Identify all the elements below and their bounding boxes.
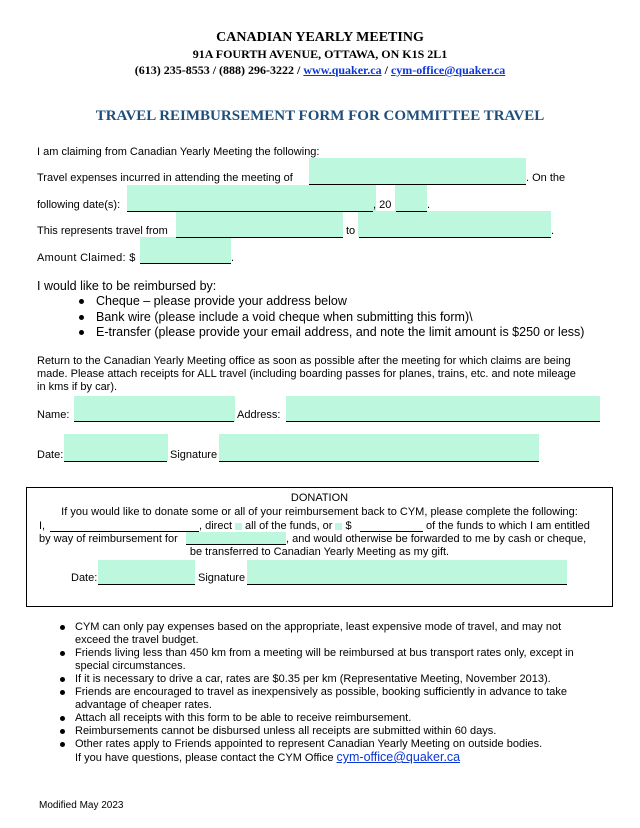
org-address: 91A FOURTH AVENUE, OTTAWA, ON K1S 2L1 — [192, 47, 448, 61]
policy-item: Friends living less than 450 km from a meeting will be reimbursed at bus transport rates only, except in special circumstances. — [75, 647, 574, 673]
donation-intro: If you would like to donate some or all of your reimbursement back to CYM, please complete the following: — [61, 506, 578, 518]
bullet-icon — [60, 742, 65, 747]
website-link[interactable]: www.quaker.ca — [303, 63, 382, 77]
date-underline — [64, 461, 167, 462]
dates-underline — [127, 211, 373, 212]
signature-label: Signature — [170, 449, 218, 461]
policy-list — [75, 621, 574, 765]
policy-item: Friends are encouraged to travel as inexpensively as possible, booking sufficiently in advance to take advantage of cheaper rates. — [75, 686, 574, 712]
otherwise-label: , and would otherwise be forwarded to me by cash or cheque, — [286, 533, 587, 545]
signature-underline — [219, 461, 539, 462]
meeting-name-field[interactable] — [309, 158, 526, 185]
donation-i-label: I, — [39, 520, 46, 532]
org-name: CANADIAN YEARLY MEETING — [216, 30, 424, 45]
date-field[interactable] — [64, 434, 168, 461]
address-label: Address: — [237, 409, 281, 421]
policy-item: If it is necessary to drive a car, rates are $0.35 per km (Representative Meeting, November 2013). — [75, 673, 574, 686]
bullet-icon — [79, 299, 84, 304]
meeting-name-underline — [309, 184, 526, 185]
travel-dates-field[interactable] — [127, 185, 376, 211]
bullet-icon — [60, 677, 65, 682]
donation-direct: , direct all of the funds, or $ — [199, 520, 352, 532]
signature-field[interactable] — [219, 434, 539, 461]
on-the-label: . On the — [526, 172, 566, 184]
year-prefix: , 20 — [373, 199, 392, 211]
name-underline — [74, 421, 234, 422]
amount-label: Amount Claimed: $ — [37, 252, 136, 264]
travel-to-label: to — [346, 225, 356, 237]
travel-from-field[interactable] — [176, 211, 343, 237]
expenses-label: Travel expenses incurred in attending the meeting of — [37, 172, 293, 184]
donation-amount-underline[interactable] — [360, 531, 423, 532]
donation-date-underline — [98, 584, 195, 585]
policy-item: Reimbursements cannot be disbursed unless all receipts are submitted within 60 days. — [75, 725, 574, 738]
bullet-icon — [60, 716, 65, 721]
form-title: TRAVEL REIMBURSEMENT FORM FOR COMMITTEE TRAVEL — [95, 108, 545, 124]
all-funds-checkbox[interactable] — [235, 523, 242, 530]
amount-underline — [140, 263, 231, 264]
travel-year-field[interactable] — [395, 185, 427, 211]
bullet-icon — [60, 690, 65, 695]
dates-label: following date(s): — [37, 199, 121, 211]
funds-entitled: of the funds to which I am entitled — [426, 520, 590, 532]
address-underline — [286, 421, 600, 422]
claim-intro: I am claiming from Canadian Yearly Meeting the following: — [37, 146, 320, 158]
amount-field[interactable] — [140, 237, 231, 263]
org-contact-line — [0, 63, 640, 78]
gift-line: be transferred to Canadian Yearly Meeting as my gift. — [189, 546, 450, 558]
return-note: Return to the Canadian Yearly Meeting office as soon as possible after the meeting for which claims are being made. Please attach receipts for ALL travel (including boarding passes for planes, trains, etc. and note mileage in kms if by car). — [37, 355, 576, 393]
bullet-icon — [60, 625, 65, 630]
amount-period: . — [231, 252, 235, 264]
bullet-icon — [79, 330, 84, 335]
donation-signature-field[interactable] — [247, 560, 567, 584]
travel-period: . — [551, 225, 555, 237]
reimburse-option-cheque: Cheque – please provide your address below — [96, 294, 584, 310]
bullet-icon — [79, 315, 84, 320]
year-underline — [396, 211, 427, 212]
reimbursement-for-underline — [186, 544, 286, 545]
by-way-label: by way of reimbursement for — [39, 533, 178, 545]
address-field[interactable] — [286, 396, 600, 422]
bullet-icon — [60, 651, 65, 656]
travel-from-label: This represents travel from — [37, 225, 168, 237]
contact-separator: / — [381, 63, 391, 77]
policy-item: CYM can only pay expenses based on the appropriate, least expensive mode of travel, and may not exceed the travel budget. — [75, 621, 574, 647]
reimbursement-for-field[interactable] — [186, 532, 286, 544]
name-label: Name: — [37, 409, 70, 421]
donation-date-field[interactable] — [98, 560, 195, 584]
footer-modified: Modified May 2023 — [39, 800, 124, 811]
reimburse-heading: I would like to be reimbursed by: — [37, 279, 217, 293]
office-email-link[interactable]: cym-office@quaker.ca — [390, 63, 506, 77]
travel-to-field[interactable] — [358, 211, 551, 237]
dates-period: . — [427, 199, 431, 211]
policy-item: Other rates apply to Friends appointed to represent Canadian Yearly Meeting on outside bodies. If you have questions, please contact the CYM Office cym-office@quaker.ca — [75, 738, 574, 765]
policy-email-link[interactable]: cym-office@quaker.ca — [336, 750, 461, 764]
partial-funds-checkbox[interactable] — [335, 523, 342, 530]
reimburse-option-wire: Bank wire (please include a void cheque when submitting this form)\ — [96, 310, 584, 326]
bullet-icon — [60, 729, 65, 734]
org-phones: (613) 235-8553 / (888) 296-3222 / — [134, 63, 304, 77]
donation-signature-underline — [247, 584, 567, 585]
reimburse-options — [96, 294, 584, 341]
policy-item: Attach all receipts with this form to be able to receive reimbursement. — [75, 712, 574, 725]
donation-heading: DONATION — [290, 492, 349, 504]
donor-name-underline[interactable] — [50, 531, 199, 532]
donation-date-label: Date: — [71, 572, 98, 584]
reimburse-option-etransfer: E-transfer (please provide your email address, and note the limit amount is $250 or less) — [96, 325, 584, 341]
travel-to-underline — [359, 237, 551, 238]
travel-from-underline — [176, 237, 343, 238]
date-label: Date: — [37, 449, 64, 461]
name-field[interactable] — [74, 396, 235, 422]
donation-signature-label: Signature — [198, 572, 246, 584]
